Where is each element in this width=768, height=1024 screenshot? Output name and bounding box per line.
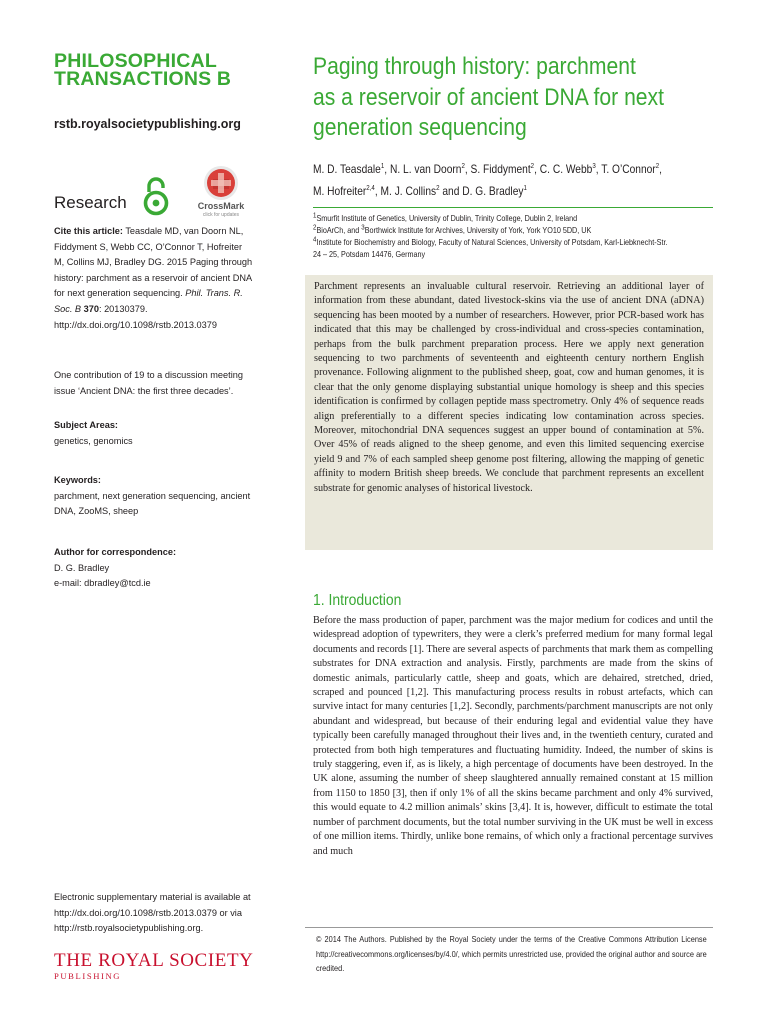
author-separator: , xyxy=(464,163,471,176)
author: D. G. Bradley xyxy=(462,185,524,198)
license-divider xyxy=(305,927,713,928)
affiliation-4 xyxy=(313,237,713,249)
article-title xyxy=(313,52,683,144)
citation-doi-link[interactable]: http://dx.doi.org/10.1098/rstb.2013.0379 xyxy=(54,319,217,330)
publisher-name: THE ROYAL SOCIETY xyxy=(54,950,254,971)
citation-pages: : 20130379. xyxy=(98,303,148,314)
crossmark-label: CrossMark xyxy=(197,201,245,211)
license-note: © 2014 The Authors. Published by the Royal Society under the terms of the Creative Commons Attribution License http://creativecommons.org/licenses/by/4.0/, which permits unrestricted use, provided the original author and source are credited. xyxy=(316,934,707,973)
affiliation-text: BioArCh, and xyxy=(316,226,362,235)
abstract-box xyxy=(305,275,713,550)
author: N. L. van Doorn xyxy=(389,163,462,176)
keywords-label: Keywords: xyxy=(54,475,101,485)
author: T. O’Connor xyxy=(601,163,656,176)
crossmark-sublabel: click for updates xyxy=(202,212,240,218)
publisher-sub: PUBLISHING xyxy=(54,971,122,981)
article-title-line1: Paging through history: parchment xyxy=(313,53,636,80)
correspondence-email[interactable]: e-mail: dbradley@tcd.ie xyxy=(54,578,151,589)
journal-title-line2: TRANSACTIONS B xyxy=(54,68,232,90)
correspondence-name: D. G. Bradley xyxy=(54,562,110,573)
title-divider xyxy=(313,207,713,208)
affiliation-number: 2 xyxy=(313,224,317,232)
affiliation-number: 3 xyxy=(361,224,365,232)
royal-society-logo xyxy=(54,952,254,981)
author-affiliation: 2 xyxy=(461,163,465,171)
keywords xyxy=(54,473,254,520)
crossmark-icon[interactable] xyxy=(192,163,250,219)
journal-url[interactable]: rstb.royalsocietypublishing.org xyxy=(54,117,241,131)
affiliation-number: 4 xyxy=(313,236,317,244)
author-affiliation: 2 xyxy=(530,163,535,171)
author-affiliation: 1 xyxy=(380,163,385,171)
affiliation-2 xyxy=(313,225,713,237)
author-affiliation: 3 xyxy=(592,163,596,171)
author: M. D. Teasdale xyxy=(313,163,381,176)
supplementary-material-note: Electronic supplementary material is available at http://dx.doi.org/10.1098/rstb.2013.0379 or via http://rstb.royalsocietypublishing.org. xyxy=(54,892,251,934)
author-affiliation: 2,4 xyxy=(366,185,375,193)
citation-text: Teasdale MD, van Doorn NL, Fiddyment S, Webb CC, O’Connor T, Hofreiter M, Collins MJ, Bradley DG. 2015 Paging through history: parchment as a reservoir of ancient DNA for next generation sequencing. xyxy=(54,226,253,299)
author-separator: , xyxy=(384,163,390,176)
correspondence xyxy=(54,545,254,592)
affiliation-text: Smurfit Institute of Genetics, University of Dublin, Trinity College, Dublin 2, Ireland xyxy=(316,214,578,223)
affiliation-1 xyxy=(313,213,713,225)
journal-title-line1: PHILOSOPHICAL xyxy=(54,50,217,72)
body-text: Before the mass production of paper, parchment was the major medium for codices and until the widespread adoption of typewriters, they were a clerk’s preferred medium for many formal legal documents and records [1]. There are several aspects of parchments that mark them as compelling substrates for DNA extraction and analysis. Firstly, parchments are made from the skins of domestic animals, particularly cattle, sheep and goats, which are dehaired, stretched, dried, scraped and pounced [1,2]. This manufacturing process results in robust artefacts, which can survive intact for many centuries [1,2]. Secondly, parchments/parchment manuscripts are not only abundant and widespread, but because of their enduring legal and evidential value they have typically been carefully managed throughout their lives and, in the twentieth century, curated and protected from both high temperatures and fluctuating humidity. Indeed, the number of skins is truly staggering, even if, as is likely, a high percentage of documents have been destroyed. In the UK alone, assuming the number of sheep slaughtered annually remained constant at 15 million from 1150 to 1850 [3], then if only 1% of all the skins became parchment and only 4% survived, this would equate to 4.2 million animals’ skins [3,4]. It is, however, difficult to estimate the total number of parchment documents, but the total number surviving in the UK must be well in excess of one million items. Thirdly, unlike bone remains, of which only a fractional percentage survives and much xyxy=(313,615,713,857)
subject-areas xyxy=(54,418,254,449)
author-separator: , xyxy=(534,163,540,176)
author: C. C. Webb xyxy=(539,163,593,176)
author: M. Hofreiter xyxy=(313,185,367,198)
open-access-icon xyxy=(142,176,170,216)
author-list xyxy=(313,159,718,203)
article-type-label: Research xyxy=(54,193,127,212)
subject-areas-label: Subject Areas: xyxy=(54,420,118,430)
affiliation-4-cont xyxy=(313,249,713,261)
journal-title xyxy=(54,52,284,88)
author-affiliation: 1 xyxy=(523,185,527,193)
affiliation-text: Borthwick Institute for Archives, University of York, York YO10 5DD, UK xyxy=(364,226,592,235)
author-separator: , xyxy=(595,163,602,176)
citation-volume: 370 xyxy=(81,303,99,314)
citation-journal: Phil. Trans. R. Soc. B xyxy=(54,288,243,314)
author-separator: , xyxy=(659,163,662,176)
author: M. J. Collins xyxy=(380,185,437,198)
affiliations xyxy=(313,213,713,261)
contribution-note: One contribution of 19 to a discussion meeting issue ‘Ancient DNA: the first three decades’. xyxy=(54,370,243,396)
keywords-value: parchment, next generation sequencing, ancient DNA, ZooMS, sheep xyxy=(54,490,251,517)
section-heading: 1. Introduction xyxy=(313,592,402,609)
article-title-line2: as a reservoir of ancient DNA for next xyxy=(313,83,664,111)
affiliation-text: 24 – 25, Potsdam 14476, Germany xyxy=(313,250,426,259)
affiliation-number: 1 xyxy=(313,212,317,220)
citation-label: Cite this article: xyxy=(54,226,123,236)
correspondence-label: Author for correspondence: xyxy=(54,547,176,557)
article-title-line3: generation sequencing xyxy=(313,114,527,141)
affiliation-text: Institute for Biochemistry and Biology, Faculty of Natural Sciences, University of Potsdam, Karl-Liebknecht-Str. xyxy=(316,238,668,247)
author-separator: , xyxy=(374,185,381,198)
subject-areas-value: genetics, genomics xyxy=(54,435,133,446)
citation-block xyxy=(54,224,254,333)
author-affiliation: 2 xyxy=(655,163,660,171)
author-separator: and xyxy=(439,185,463,198)
author-affiliation: 2 xyxy=(436,185,440,193)
abstract-text: Parchment represents an invaluable cultural reservoir. Retrieving an additional layer of information from these abundant, dated livestock-skins via the use of ancient DNA (aDNA) sequencing has been mooted by a number of researchers. However, prior PCR-based work has indicated that this may be challenged by cross-individual and cross-species contamination, perhaps from the bulk parchment preparation process. Here we apply next generation sequencing to two parchments of seventeenth and eighteenth century northern English provenance. Following alignment to the published sheep, goat, cow and human genomes, it is clear that the only genome displaying substantial unique homology is sheep and this species identification is confirmed by collagen peptide mass spectrometry. Only 4% of sequence reads align preferentially to a different species indicating low contamination across species. Moreover, mitochondrial DNA sequences suggest an upper bound of contamination at 5%. Over 45% of reads aligned to the sheep genome, and even this limited sequencing exercise yield 9 and 7% of each sampled sheep genome post filtering, allowing the mapping of genetic affinity to modern British sheep breeds. We conclude that parchment represents an excellent substrate for genomic analyses of historical livestock. xyxy=(314,281,704,494)
author: S. Fiddyment xyxy=(470,163,531,176)
